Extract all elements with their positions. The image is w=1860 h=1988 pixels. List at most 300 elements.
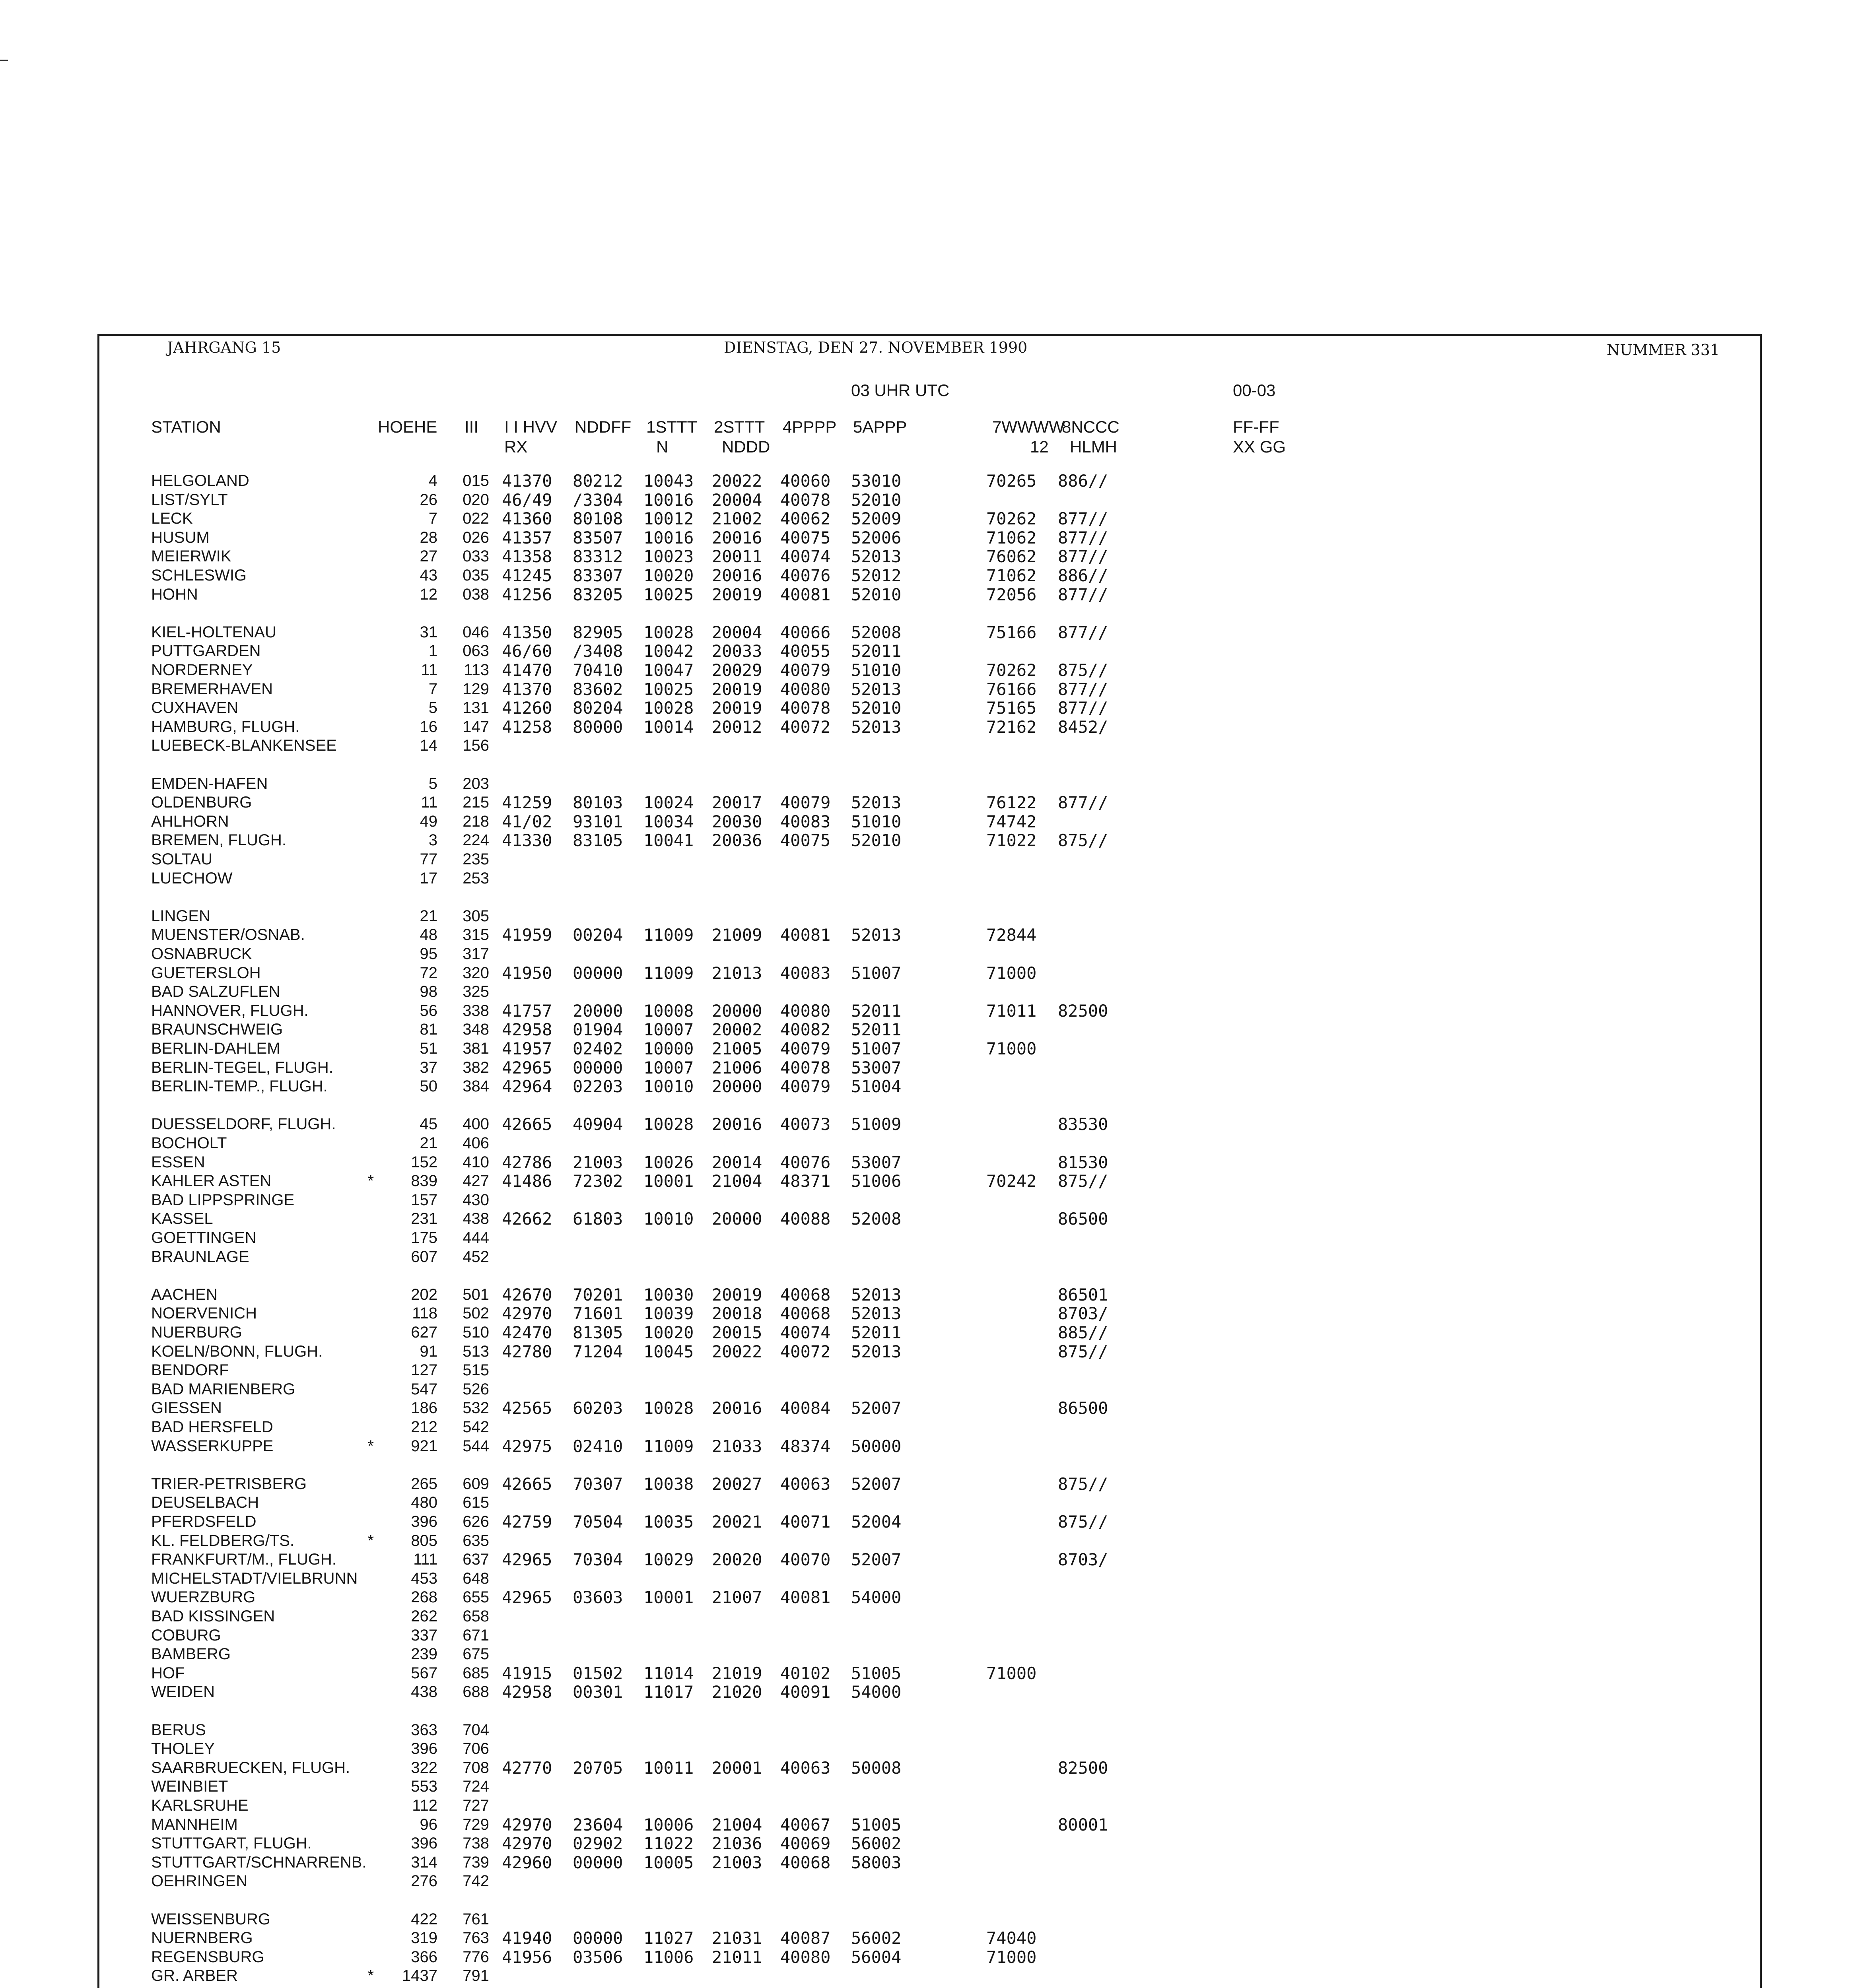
group-nddff: 83312 xyxy=(573,547,623,567)
group-5appp: 52011 xyxy=(851,1323,902,1342)
group-4pppp: 48374 xyxy=(780,1436,831,1456)
station-name: MUENSTER/OSNAB. xyxy=(151,926,305,944)
station-name: KAHLER ASTEN xyxy=(151,1172,272,1190)
group-ihvv: 42960 xyxy=(502,1852,552,1872)
station-height: 157 xyxy=(411,1191,437,1209)
group-nddff: 00301 xyxy=(573,1682,623,1702)
group-2sttt: 21002 xyxy=(712,509,762,529)
group-2sttt: 20001 xyxy=(712,1758,762,1778)
group-7wwww: 71000 xyxy=(986,963,1037,983)
station-height: 262 xyxy=(411,1607,437,1625)
group-8nccc: 886// xyxy=(1058,566,1108,585)
group-nddff: 72302 xyxy=(573,1171,623,1191)
group-5appp: 52013 xyxy=(851,925,902,945)
group-8nccc: 875// xyxy=(1058,1342,1108,1361)
group-ihvv: 41358 xyxy=(502,547,552,567)
group-ihvv: 42759 xyxy=(502,1512,552,1532)
group-ihvv: 46/60 xyxy=(502,641,552,661)
group-2sttt: 20033 xyxy=(712,641,762,661)
group-2sttt: 20018 xyxy=(712,1304,762,1324)
station-index: 688 xyxy=(463,1683,489,1701)
group-5appp: 52013 xyxy=(851,1285,902,1305)
station-height: 480 xyxy=(411,1494,437,1512)
station-index: 026 xyxy=(463,528,489,546)
station-height: 438 xyxy=(411,1683,437,1701)
group-5appp: 54000 xyxy=(851,1682,902,1702)
group-nddff: 21003 xyxy=(573,1152,623,1172)
station-height: 337 xyxy=(411,1626,437,1644)
station-name: BRAUNSCHWEIG xyxy=(151,1021,283,1039)
group-4pppp: 40080 xyxy=(780,1001,831,1021)
station-name: NUERBURG xyxy=(151,1324,242,1341)
station-index: 542 xyxy=(463,1418,489,1436)
group-5appp: 53007 xyxy=(851,1152,902,1172)
station-index: 510 xyxy=(463,1324,489,1341)
group-5appp: 54000 xyxy=(851,1588,902,1607)
group-2sttt: 20020 xyxy=(712,1550,762,1570)
group-ihvv: 42565 xyxy=(502,1398,552,1418)
group-1sttt: 10041 xyxy=(643,831,694,850)
group-ihvv: 41956 xyxy=(502,1947,552,1967)
group-1sttt: 10008 xyxy=(643,1001,694,1021)
scan-mark xyxy=(0,60,8,61)
station-name: AHLHORN xyxy=(151,812,229,830)
group-7wwww: 70262 xyxy=(986,509,1037,529)
group-ihvv: 42970 xyxy=(502,1834,552,1854)
station-index: 615 xyxy=(463,1494,489,1512)
station-name: STUTTGART, FLUGH. xyxy=(151,1835,312,1852)
station-height: 152 xyxy=(411,1153,437,1171)
group-7wwww: 71000 xyxy=(986,1663,1037,1683)
group-4pppp: 40071 xyxy=(780,1512,831,1532)
group-1sttt: 10028 xyxy=(643,622,694,642)
station-height: 43 xyxy=(420,567,437,584)
station-index: 338 xyxy=(463,1002,489,1019)
station-index: 671 xyxy=(463,1626,489,1644)
group-1sttt: 10016 xyxy=(643,490,694,510)
utc-label: 03 UHR UTC xyxy=(851,381,950,400)
group-4pppp: 40079 xyxy=(780,793,831,813)
group-2sttt: 21003 xyxy=(712,1852,762,1872)
group-2sttt: 21007 xyxy=(712,1588,762,1607)
group-4pppp: 40084 xyxy=(780,1398,831,1418)
station-index: 637 xyxy=(463,1551,489,1569)
station-index: 320 xyxy=(463,964,489,982)
station-name: BAD KISSINGEN xyxy=(151,1607,275,1625)
station-name: OLDENBURG xyxy=(151,794,252,812)
station-name: KIEL-HOLTENAU xyxy=(151,623,276,641)
station-index: 532 xyxy=(463,1399,489,1417)
group-7wwww: 72162 xyxy=(986,717,1037,737)
station-height: 118 xyxy=(412,1305,437,1322)
station-height: 72 xyxy=(420,964,437,982)
group-1sttt: 11022 xyxy=(643,1834,694,1854)
station-height: 31 xyxy=(420,623,437,641)
group-2sttt: 20002 xyxy=(712,1020,762,1040)
station-name: BREMEN, FLUGH. xyxy=(151,831,287,849)
station-index: 384 xyxy=(463,1077,489,1095)
group-1sttt: 10001 xyxy=(643,1171,694,1191)
group-2sttt: 20016 xyxy=(712,566,762,585)
group-1sttt: 10006 xyxy=(643,1815,694,1835)
station-index: 729 xyxy=(463,1815,489,1833)
group-1sttt: 10005 xyxy=(643,1852,694,1872)
8nccc-header: 8NCCC xyxy=(1062,417,1119,436)
station-name: LIST/SYLT xyxy=(151,491,228,509)
station-height: 265 xyxy=(411,1475,437,1493)
group-4pppp: 40062 xyxy=(780,509,831,529)
group-5appp: 53010 xyxy=(851,471,902,491)
group-5appp: 51005 xyxy=(851,1663,902,1683)
group-1sttt: 11009 xyxy=(643,1436,694,1456)
date-label: DIENSTAG, DEN 27. NOVEMBER 1990 xyxy=(724,339,1028,356)
station-index: 113 xyxy=(464,661,489,679)
group-5appp: 52013 xyxy=(851,1304,902,1324)
group-1sttt: 10034 xyxy=(643,812,694,831)
station-index: 704 xyxy=(463,1721,489,1739)
group-8nccc: 80001 xyxy=(1058,1815,1108,1835)
group-1sttt: 10035 xyxy=(643,1512,694,1532)
station-name: LECK xyxy=(151,510,193,528)
station-height: 48 xyxy=(420,926,437,944)
station-index: 675 xyxy=(463,1645,489,1663)
station-name: BERLIN-TEGEL, FLUGH. xyxy=(151,1058,333,1076)
station-height: 96 xyxy=(420,1815,437,1833)
station-height: 322 xyxy=(411,1759,437,1776)
station-height: 314 xyxy=(411,1853,437,1871)
group-7wwww: 74040 xyxy=(986,1928,1037,1948)
group-5appp: 52013 xyxy=(851,679,902,699)
group-nddff: /3408 xyxy=(573,641,623,661)
station-name: KOELN/BONN, FLUGH. xyxy=(151,1342,323,1360)
group-5appp: 52010 xyxy=(851,698,902,718)
station-index: 685 xyxy=(463,1664,489,1682)
group-2sttt: 21033 xyxy=(712,1436,762,1456)
group-ihvv: 42786 xyxy=(502,1152,552,1172)
station-name: COBURG xyxy=(151,1626,221,1644)
group-8nccc: 877// xyxy=(1058,584,1108,604)
station-name: PFERDSFELD xyxy=(151,1513,257,1530)
group-1sttt: 10028 xyxy=(643,698,694,718)
station-index: 501 xyxy=(463,1285,489,1303)
station-height: 1 xyxy=(428,642,437,660)
station-height: 268 xyxy=(411,1588,437,1606)
station-index: 131 xyxy=(463,699,489,717)
station-name: WEISSENBURG xyxy=(151,1910,271,1928)
group-8nccc: 877// xyxy=(1058,698,1108,718)
group-5appp: 52007 xyxy=(851,1550,902,1570)
station-height: 14 xyxy=(420,737,437,755)
group-4pppp: 40067 xyxy=(780,1815,831,1835)
station-name: WUERZBURG xyxy=(151,1588,256,1606)
group-2sttt: 20022 xyxy=(712,1342,762,1361)
station-name: BERLIN-DAHLEM xyxy=(151,1040,280,1057)
group-5appp: 51007 xyxy=(851,1039,902,1058)
station-height: 3 xyxy=(428,831,437,849)
group-8nccc: 8452/ xyxy=(1058,717,1108,737)
station-height: 5 xyxy=(428,699,437,717)
group-5appp: 51005 xyxy=(851,1815,902,1835)
group-2sttt: 21036 xyxy=(712,1834,762,1854)
station-name: OEHRINGEN xyxy=(151,1872,248,1890)
group-8nccc: 8703/ xyxy=(1058,1550,1108,1570)
station-height: 396 xyxy=(411,1513,437,1530)
group-nddff: 70410 xyxy=(573,660,623,680)
station-name: BERLIN-TEMP., FLUGH. xyxy=(151,1077,328,1095)
group-4pppp: 40079 xyxy=(780,660,831,680)
group-4pppp: 40055 xyxy=(780,641,831,661)
station-height: 111 xyxy=(413,1551,437,1569)
group-4pppp: 40063 xyxy=(780,1758,831,1778)
station-name: SAARBRUECKEN, FLUGH. xyxy=(151,1759,350,1776)
station-index: 427 xyxy=(463,1172,489,1190)
station-name: LUEBECK-BLANKENSEE xyxy=(151,737,337,755)
station-name: DUESSELDORF, FLUGH. xyxy=(151,1115,336,1133)
station-index: 727 xyxy=(463,1797,489,1814)
station-index: 215 xyxy=(463,794,489,812)
group-2sttt: 21031 xyxy=(712,1928,762,1948)
station-index: 063 xyxy=(463,642,489,660)
group-1sttt: 10038 xyxy=(643,1474,694,1494)
group-7wwww: 71022 xyxy=(986,831,1037,850)
group-nddff: 00000 xyxy=(573,1928,623,1948)
station-index: 635 xyxy=(463,1532,489,1549)
group-nddff: 80204 xyxy=(573,698,623,718)
group-5appp: 52010 xyxy=(851,584,902,604)
group-7wwww: 70265 xyxy=(986,471,1037,491)
group-7wwww: 71062 xyxy=(986,566,1037,585)
group-ihvv: 41940 xyxy=(502,1928,552,1948)
group-1sttt: 10011 xyxy=(643,1758,694,1778)
group-5appp: 50008 xyxy=(851,1758,902,1778)
group-2sttt: 21004 xyxy=(712,1171,762,1191)
group-5appp: 58003 xyxy=(851,1852,902,1872)
station-index: 444 xyxy=(463,1229,489,1246)
station-index: 253 xyxy=(463,869,489,887)
height-header: HOEHE xyxy=(378,417,437,436)
group-7wwww: 71000 xyxy=(986,1039,1037,1058)
group-nddff: 83105 xyxy=(573,831,623,850)
station-height: 95 xyxy=(420,945,437,963)
station-name: TRIER-PETRISBERG xyxy=(151,1475,307,1493)
station-height: 422 xyxy=(411,1910,437,1928)
group-7wwww: 71062 xyxy=(986,528,1037,547)
station-height: 453 xyxy=(411,1569,437,1587)
station-height: 27 xyxy=(420,547,437,565)
group-2sttt: 20030 xyxy=(712,812,762,831)
station-name: BENDORF xyxy=(151,1361,229,1379)
group-ihvv: 42665 xyxy=(502,1474,552,1494)
group-1sttt: 11009 xyxy=(643,925,694,945)
group-4pppp: 40076 xyxy=(780,566,831,585)
station-name: BAMBERG xyxy=(151,1645,231,1663)
station-height: 37 xyxy=(420,1058,437,1076)
group-7wwww: 75166 xyxy=(986,622,1037,642)
station-name: HANNOVER, FLUGH. xyxy=(151,1002,309,1019)
group-1sttt: 10010 xyxy=(643,1209,694,1229)
group-8nccc: 877// xyxy=(1058,622,1108,642)
station-index: 706 xyxy=(463,1740,489,1758)
group-7wwww: 72056 xyxy=(986,584,1037,604)
station-height: 839 xyxy=(411,1172,437,1190)
group-nddff: 82905 xyxy=(573,622,623,642)
group-1sttt: 10028 xyxy=(643,1114,694,1134)
group-8nccc: 875// xyxy=(1058,660,1108,680)
station-index: 648 xyxy=(463,1569,489,1587)
station-index: 609 xyxy=(463,1475,489,1493)
group-5appp: 52007 xyxy=(851,1398,902,1418)
group-nddff: 40904 xyxy=(573,1114,623,1134)
group-1sttt: 10000 xyxy=(643,1039,694,1058)
mountain-marker: * xyxy=(367,1437,374,1455)
group-ihvv: 41757 xyxy=(502,1001,552,1021)
group-nddff: 80103 xyxy=(573,793,623,813)
station-name: OSNABRUCK xyxy=(151,945,252,963)
group-ihvv: 41370 xyxy=(502,471,552,491)
group-7wwww: 74742 xyxy=(986,812,1037,831)
group-nddff: 00000 xyxy=(573,963,623,983)
station-height: 396 xyxy=(411,1835,437,1852)
station-name: LUECHOW xyxy=(151,869,233,887)
group-5appp: 51004 xyxy=(851,1077,902,1097)
station-height: 276 xyxy=(411,1872,437,1890)
station-name: KL. FELDBERG/TS. xyxy=(151,1532,295,1549)
station-index: 224 xyxy=(463,831,489,849)
group-1sttt: 10016 xyxy=(643,528,694,547)
group-2sttt: 20004 xyxy=(712,622,762,642)
group-4pppp: 40075 xyxy=(780,528,831,547)
station-height: 51 xyxy=(420,1040,437,1057)
group-8nccc: 82500 xyxy=(1058,1758,1108,1778)
station-height: 231 xyxy=(411,1210,437,1228)
station-index: 315 xyxy=(463,926,489,944)
group-1sttt: 10014 xyxy=(643,717,694,737)
group-nddff: 02410 xyxy=(573,1436,623,1456)
ihvv-header: I I HVV xyxy=(504,417,558,436)
group-4pppp: 40072 xyxy=(780,717,831,737)
group-ihvv: 42958 xyxy=(502,1682,552,1702)
group-2sttt: 20000 xyxy=(712,1001,762,1021)
station-name: NOERVENICH xyxy=(151,1305,257,1322)
group-8nccc: 86500 xyxy=(1058,1398,1108,1418)
station-name: PUTTGARDEN xyxy=(151,642,261,660)
station-height: 607 xyxy=(411,1248,437,1266)
group-4pppp: 40074 xyxy=(780,547,831,567)
group-nddff: 80108 xyxy=(573,509,623,529)
group-nddff: 00000 xyxy=(573,1058,623,1077)
mountain-marker: * xyxy=(367,1172,374,1190)
12-header: 12 xyxy=(1030,437,1049,456)
station-height: 175 xyxy=(411,1229,437,1246)
station-height: 805 xyxy=(411,1532,437,1549)
group-4pppp: 40066 xyxy=(780,622,831,642)
group-8nccc: 875// xyxy=(1058,1474,1108,1494)
group-1sttt: 10039 xyxy=(643,1304,694,1324)
group-5appp: 52013 xyxy=(851,547,902,567)
xx-gg-header: XX GG xyxy=(1233,437,1286,456)
group-ihvv: 41957 xyxy=(502,1039,552,1058)
station-height: 11 xyxy=(421,794,437,812)
group-ihvv: 42965 xyxy=(502,1588,552,1607)
station-index: 515 xyxy=(463,1361,489,1379)
group-1sttt: 10029 xyxy=(643,1550,694,1570)
station-index: 526 xyxy=(463,1380,489,1398)
group-2sttt: 20021 xyxy=(712,1512,762,1532)
group-2sttt: 21009 xyxy=(712,925,762,945)
group-ihvv: 41360 xyxy=(502,509,552,529)
group-1sttt: 10030 xyxy=(643,1285,694,1305)
group-nddff: 03506 xyxy=(573,1947,623,1967)
station-height: 49 xyxy=(420,812,437,830)
group-8nccc: 875// xyxy=(1058,1512,1108,1532)
station-height: 21 xyxy=(420,1134,437,1152)
group-ihvv: 42770 xyxy=(502,1758,552,1778)
group-nddff: 61803 xyxy=(573,1209,623,1229)
mountain-marker: * xyxy=(367,1967,374,1985)
group-5appp: 56002 xyxy=(851,1928,902,1948)
group-7wwww: 70242 xyxy=(986,1171,1037,1191)
station-index: 763 xyxy=(463,1929,489,1947)
group-2sttt: 20016 xyxy=(712,1114,762,1134)
station-height: 21 xyxy=(420,907,437,925)
group-2sttt: 20016 xyxy=(712,528,762,547)
station-name: WASSERKUPPE xyxy=(151,1437,274,1455)
group-ihvv: 41486 xyxy=(502,1171,552,1191)
station-index: 742 xyxy=(463,1872,489,1890)
group-ihvv: 42975 xyxy=(502,1436,552,1456)
group-7wwww: 76122 xyxy=(986,793,1037,813)
station-height: 11 xyxy=(421,661,437,679)
group-8nccc: 875// xyxy=(1058,831,1108,850)
station-index: 022 xyxy=(463,510,489,528)
group-4pppp: 40081 xyxy=(780,584,831,604)
station-index: 406 xyxy=(463,1134,489,1152)
station-name: AACHEN xyxy=(151,1285,218,1303)
station-name: HOF xyxy=(151,1664,185,1682)
group-ihvv: 41350 xyxy=(502,622,552,642)
group-5appp: 56004 xyxy=(851,1947,902,1967)
5appp-header: 5APPP xyxy=(853,417,907,436)
group-5appp: 52013 xyxy=(851,793,902,813)
group-1sttt: 11027 xyxy=(643,1928,694,1948)
station-index: 502 xyxy=(463,1305,489,1322)
group-5appp: 52009 xyxy=(851,509,902,529)
group-4pppp: 40068 xyxy=(780,1304,831,1324)
group-ihvv: 42470 xyxy=(502,1323,552,1342)
group-nddff: 00000 xyxy=(573,1852,623,1872)
station-height: 16 xyxy=(420,718,437,736)
station-height: 319 xyxy=(411,1929,437,1947)
station-name: MANNHEIM xyxy=(151,1815,238,1833)
group-2sttt: 21013 xyxy=(712,963,762,983)
station-name: SOLTAU xyxy=(151,850,213,868)
station-index: 739 xyxy=(463,1853,489,1871)
group-nddff: 83507 xyxy=(573,528,623,547)
group-2sttt: 21004 xyxy=(712,1815,762,1835)
group-4pppp: 40080 xyxy=(780,679,831,699)
station-height: 1437 xyxy=(402,1967,437,1985)
station-index: 658 xyxy=(463,1607,489,1625)
group-1sttt: 10020 xyxy=(643,1323,694,1342)
group-4pppp: 40087 xyxy=(780,1928,831,1948)
station-height: 77 xyxy=(420,850,437,868)
group-nddff: 81305 xyxy=(573,1323,623,1342)
station-height: 12 xyxy=(420,585,437,603)
group-2sttt: 20004 xyxy=(712,490,762,510)
station-index: 033 xyxy=(463,547,489,565)
station-height: 553 xyxy=(411,1778,437,1796)
station-height: 212 xyxy=(411,1418,437,1436)
